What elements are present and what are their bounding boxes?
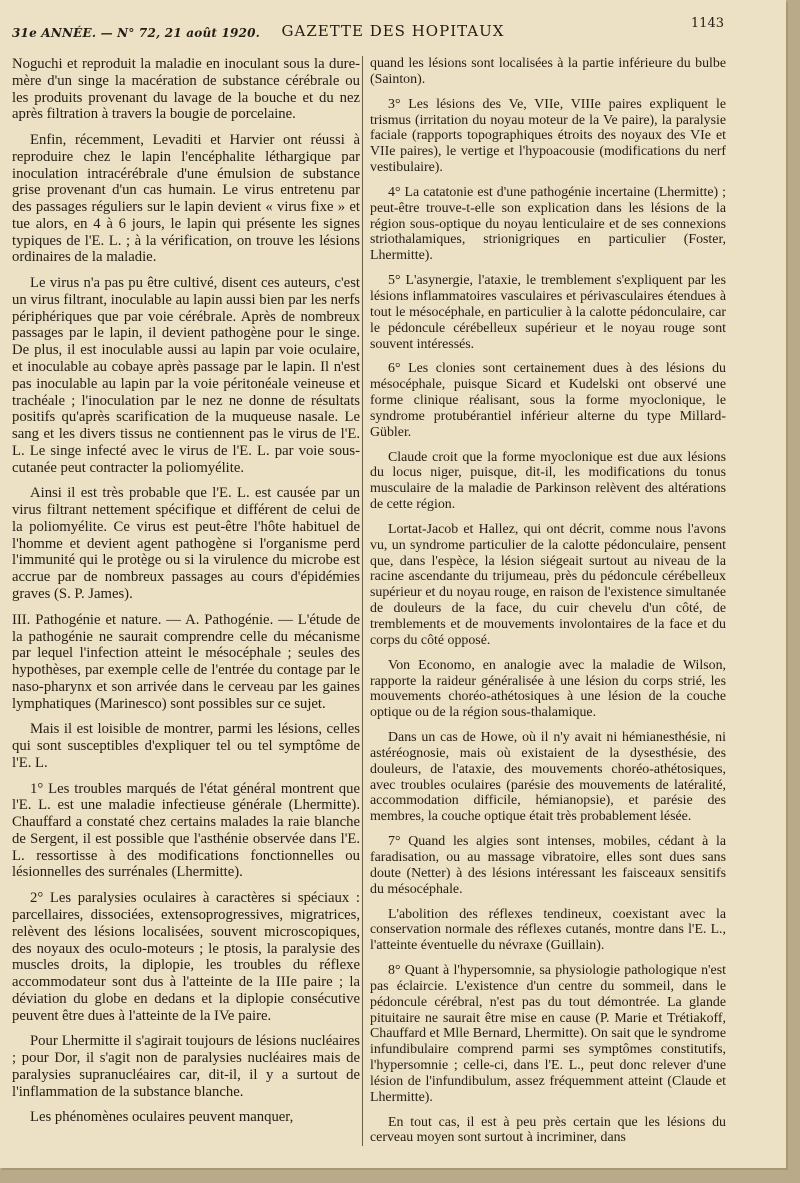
paragraph: 1° Les troubles marqués de l'état général montrent que l'E. L. est une maladie infectieuse générale (Lhermitte). Chauffard a constaté chez certains malades la raie blanche de Sergent, il est possible que l'asthénie observée dans l'E. L. ressortisse à des modifications fonctionnelles ou lésionnelles des surrénales (Lhermitte). — [12, 780, 360, 881]
right-column — [370, 56, 726, 1155]
paragraph: Lortat-Jacob et Hallez, qui ont décrit, comme nous l'avons vu, un syndrome particulier de la calotte pédonculaire, pensent que, dans l'espèce, la lésion siégeait surtout au niveau de la racine ascendante du trijumeau, près du pédoncule cérébelleux supérieur et du noyau rouge, en raison de l'existence simultanée de douleurs de la face, du cuir chevelu d'un côté, de tremblements et de mouvements involontaires de la face et du corps du côté opposé. — [370, 521, 726, 648]
paragraph: 8° Quant à l'hypersomnie, sa physiologie pathologique n'est pas éclaircie. L'existence d'un centre du sommeil, dans le pédoncule cérébral, n'est pas du tout démontrée. La glande pituitaire ne saurait être mise en cause (P. Marie et Trétiakoff, Chauffard et Mlle Bernard, Lhermitte). On sait que le syndrome infundibulaire comprend parmi ses symptômes constitutifs, l'hypersomnie ; celle-ci, dans l'E. L., peut donc relever d'une lésion de l'infundibulum, assez fréquemment atteint (Claude et Lhermitte). — [370, 963, 726, 1105]
paragraph: Claude croit que la forme myoclonique est due aux lésions du locus niger, puisque, dit-il, les modifications du tonus musculaire de la maladie de Parkinson relèvent des altérations de cette région. — [370, 449, 726, 513]
paragraph: Von Economo, en analogie avec la maladie de Wilson, rapporte la raideur généralisée à une lésion du corps strié, les mouvements choréo-athétosiques à une lésion de la couche optique ou de la région sous-thalamique. — [370, 657, 726, 721]
paragraph: quand les lésions sont localisées à la partie inférieure du bulbe (Sainton). — [370, 56, 726, 87]
paragraph: 7° Quand les algies sont intenses, mobiles, cédant à la faradisation, ou au massage vibratoire, elles sont dues sans doute (Netter) à des lésions intéressant les faisceaux sensitifs du mésocéphale. — [370, 834, 726, 897]
journal-title: GAZETTE DES HOPITAUX — [281, 22, 505, 40]
paragraph: 5° L'asynergie, l'ataxie, le tremblement s'expliquent par les lésions inflammatoires vasculaires et périvasculaires étendues à tout le mésocéphale, en particulier à la calotte pédonculaire, car le pédoncule cérébelleux supérieur et le noyau rouge sont souvent intéressés. — [370, 273, 726, 352]
paragraph: 4° La catatonie est d'une pathogénie incertaine (Lhermitte) ; peut-être trouve-t-elle son explication dans les lésions de la région sous-optique du noyau lenticulaire et de ses connexions striothalamiques, strionigriques en particulier (Foster, Lhermitte). — [370, 184, 726, 264]
paragraph: En tout cas, il est à peu près certain que les lésions du cerveau moyen sont surtout à incriminer, dans — [370, 1114, 726, 1146]
page-number: 1143 — [690, 16, 724, 31]
section-heading-paragraph: III. Pathogénie et nature. — A. Pathogénie. — L'étude de la pathogénie ne saurait comprendre celle du mécanisme par lequel l'infection atteint le mésocéphale ; seules des hypothèses, par exemple celle de l'entrée du contage par le naso-pharynx et son arrivée dans le cerveau par les gaines lymphatiques (Marinesco) sont possibles sur ce sujet. — [12, 611, 360, 712]
paragraph: Pour Lhermitte il s'agirait toujours de lésions nucléaires ; pour Dor, il s'agit non de paralysies nucléaires mais de paralysies supranucléaires car, dit-il, il y a surtout de l'inflammation de la substance blanche. — [12, 1033, 360, 1100]
paragraph: Dans un cas de Howe, où il n'y avait ni hémianesthésie, ni astéréognosie, mais où existaient de la dysesthésie, des douleurs, de l'ataxie, des mouvements choréo-athétosiques, avec troubles oculaires (parésie des mouvements de latéralité, accommodation difficile, hémianopsie), et parésie des membres, la couche optique était très probablement lésée. — [370, 730, 726, 825]
paragraph: Le virus n'a pas pu être cultivé, disent ces auteurs, c'est un virus filtrant, inoculable au lapin aussi bien par les nerfs périphériques que par voie cérébrale. Après de nombreux passages par le lapin, il devient pathogène pour le singe. De plus, il est inoculable aussi au lapin par voie oculaire, et inoculable au cobaye après passage par le lapin. Il n'est pas inoculable au lapin par la voie péritonéale veineuse et trachéale ; l'inoculation par le nez ne donne de résultats positifs qu'après scarification de la muqueuse nasale. Le sang et les divers tissus ne contiennent pas le virus de l'E. L. Le singe infecté avec le virus de l'E. L. par voie sous-cutanée peut contracter la poliomyélite. — [12, 275, 360, 476]
paragraph: Noguchi et reproduit la maladie en inoculant sous la dure-mère d'un singe la macération de substance cérébrale ou les produits provenant du lavage de la bouche et du nez après filtration à travers la bougie de porcelaine. — [12, 56, 360, 123]
issue-info: 31e ANNÉE. — N° 72, 21 août 1920. — [12, 26, 261, 40]
paragraph: Mais il est loisible de montrer, parmi les lésions, celles qui sont susceptibles d'expliquer tel ou tel symptôme de l'E. L. — [12, 721, 360, 771]
left-column — [12, 56, 360, 1135]
paragraph: Ainsi il est très probable que l'E. L. est causée par un virus filtrant nettement spécifique et différent de celui de la poliomyélite. Ce virus est peut-être l'hôte habituel de l'homme et devient agent pathogène si l'organisme perd l'immunité qui le protège ou si la virulence du microbe est accrue par de nombreux passages au cours d'épidémies graves (S. P. James). — [12, 485, 360, 602]
paragraph: Enfin, récemment, Levaditi et Harvier ont réussi à reproduire chez le lapin l'encéphalite léthargique par inoculation intracérébrale d'une émulsion de substance grise provenant d'un cas humain. Le virus entretenu par des passages réguliers sur le lapin devient « virus fixe » et tue alors, en 4 à 6 jours, le lapin qui présente les signes typiques de l'E. L. ; à la vérification, on trouve les lésions ordinaires de la maladie. — [12, 132, 360, 266]
page-header — [0, 14, 786, 48]
column-divider — [362, 56, 363, 1146]
paragraph: Les phénomènes oculaires peuvent manquer, — [30, 1109, 294, 1126]
paragraph: L'abolition des réflexes tendineux, coexistant avec la conservation normale des réflexes cutanés, montre dans l'E. L., l'atteinte éventuelle du névraxe (Guillain). — [370, 906, 726, 954]
paragraph: 6° Les clonies sont certainement dues à des lésions du mésocéphale, puisque Sicard et Kudelski ont observé une forme clinique réalisant, sous la forme myoclonique, le syndrome protubérantiel inférieur alterne du type Millard-Gübler. — [370, 361, 726, 440]
paragraph: 2° Les paralysies oculaires à caractères si spéciaux : parcellaires, dissociées, extensoprogressives, migratrices, relèvent des lésions localisées, souvent microscopiques, des noyaux des oculo-moteurs ; le ptosis, la paralysie des muscles droits, la diplopie, les troubles du réflexe accommodateur sont dus à l'atteinte de la IIIe paire ; la déviation du globe en dedans et la diplopie consécutive peuvent être dues à l'atteinte de la IVe paire. — [12, 890, 360, 1024]
paragraph: 3° Les lésions des Ve, VIIe, VIIIe paires expliquent le trismus (irritation du noyau moteur de la Ve paire), la paralysie faciale (rapports topographiques étroits des noyaux des VIe et VIIe paires), le vertige et l'hypoacousie (modifications du nerf vestibulaire). — [370, 96, 726, 176]
